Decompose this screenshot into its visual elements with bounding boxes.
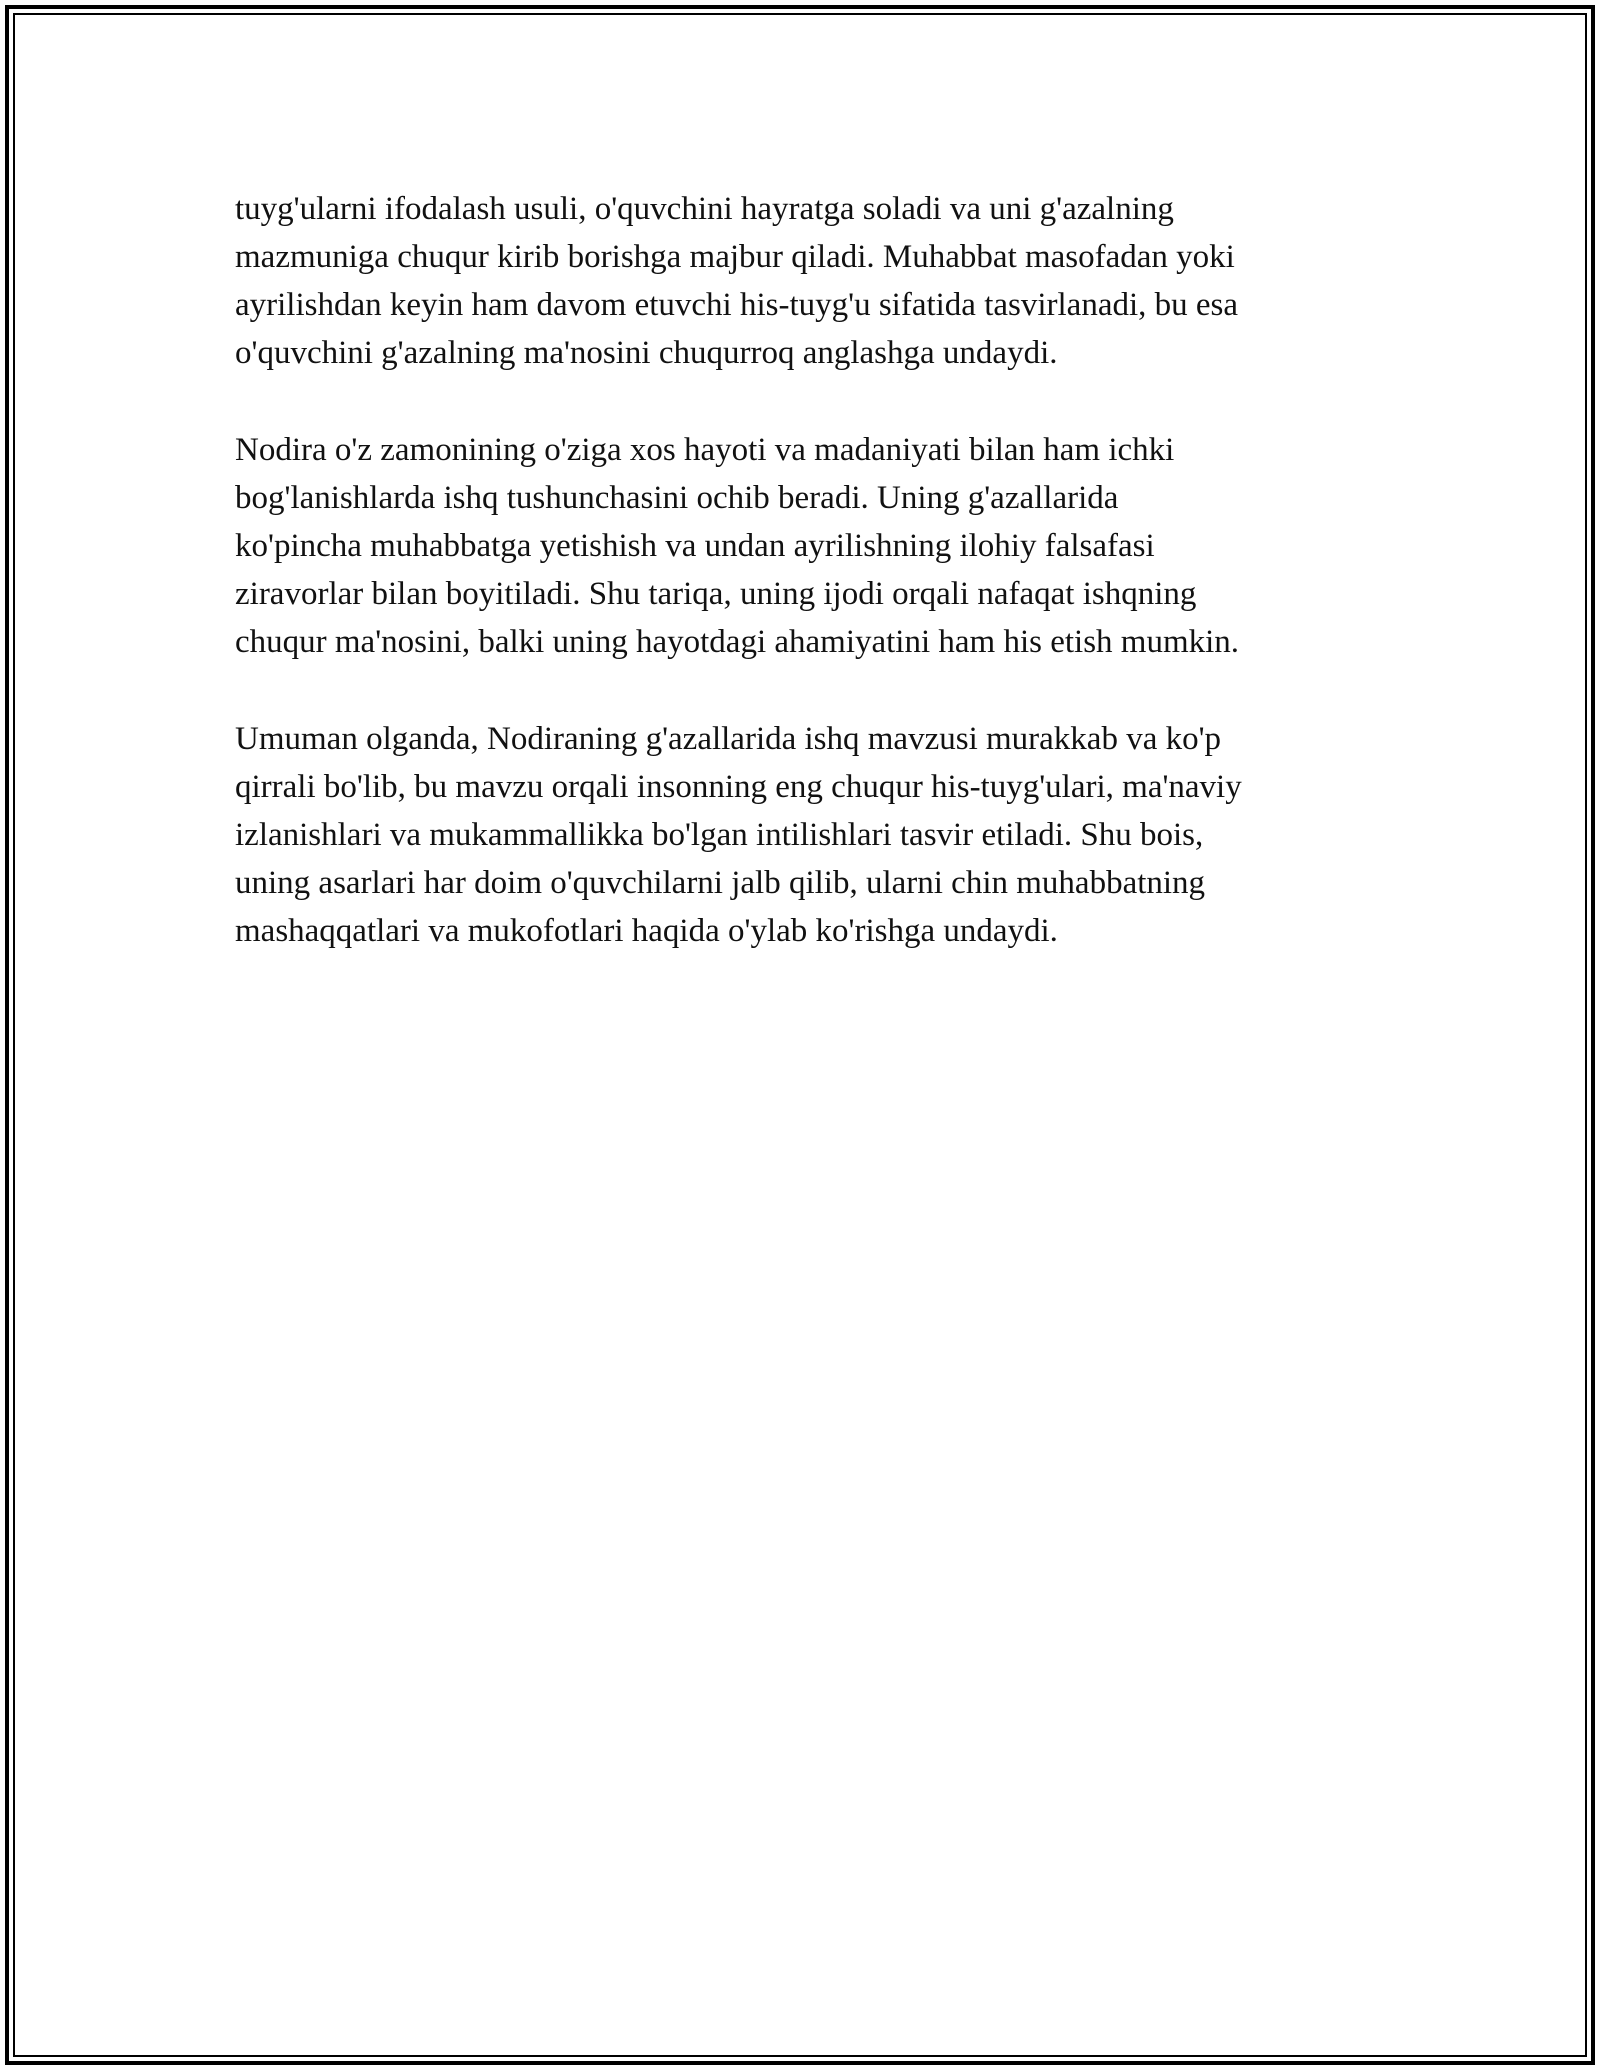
text-line: izlanishlari va mukammallikka bo'lgan intilishlari tasvir etiladi. Shu bois,: [235, 817, 1204, 853]
text-line: ko'pincha muhabbatga yetishish va undan ayrilishning ilohiy falsafasi: [235, 528, 1155, 564]
text-line: ayrilishdan keyin ham davom etuvchi his-tuyg'u sifatida tasvirlanadi, bu esa: [235, 287, 1239, 323]
paragraph-2: [235, 426, 1365, 666]
text-line: tuyg'ularni ifodalash usuli, o'quvchini hayratga soladi va uni g'azalning: [235, 191, 1174, 227]
paragraph-1: [235, 185, 1365, 377]
text-line: Umuman olganda, Nodiraning g'azallarida ishq mavzusi murakkab va ko'p: [235, 721, 1222, 757]
document-body: [235, 185, 1365, 1004]
text-line: o'quvchini g'azalning ma'nosini chuqurroq anglashga undaydi.: [235, 335, 1058, 371]
text-line: ziravorlar bilan boyitiladi. Shu tariqa, uning ijodi orqali nafaqat ishqning: [235, 576, 1197, 612]
text-line: qirrali bo'lib, bu mavzu orqali insonning eng chuqur his-tuyg'ulari, ma'naviy: [235, 769, 1242, 805]
text-line: Nodira o'z zamonining o'ziga xos hayoti va madaniyati bilan ham ichki: [235, 432, 1175, 468]
paragraph-3: [235, 715, 1365, 955]
text-line: mazmuniga chuqur kirib borishga majbur qiladi. Muhabbat masofadan yoki: [235, 239, 1235, 275]
text-line: mashaqqatlari va mukofotlari haqida o'ylab ko'rishga undaydi.: [235, 913, 1058, 949]
text-line: uning asarlari har doim o'quvchilarni jalb qilib, ularni chin muhabbatning: [235, 865, 1206, 901]
text-line: bog'lanishlarda ishq tushunchasini ochib beradi. Uning g'azallarida: [235, 480, 1119, 516]
text-line: chuqur ma'nosini, balki uning hayotdagi ahamiyatini ham his etish mumkin.: [235, 624, 1240, 660]
